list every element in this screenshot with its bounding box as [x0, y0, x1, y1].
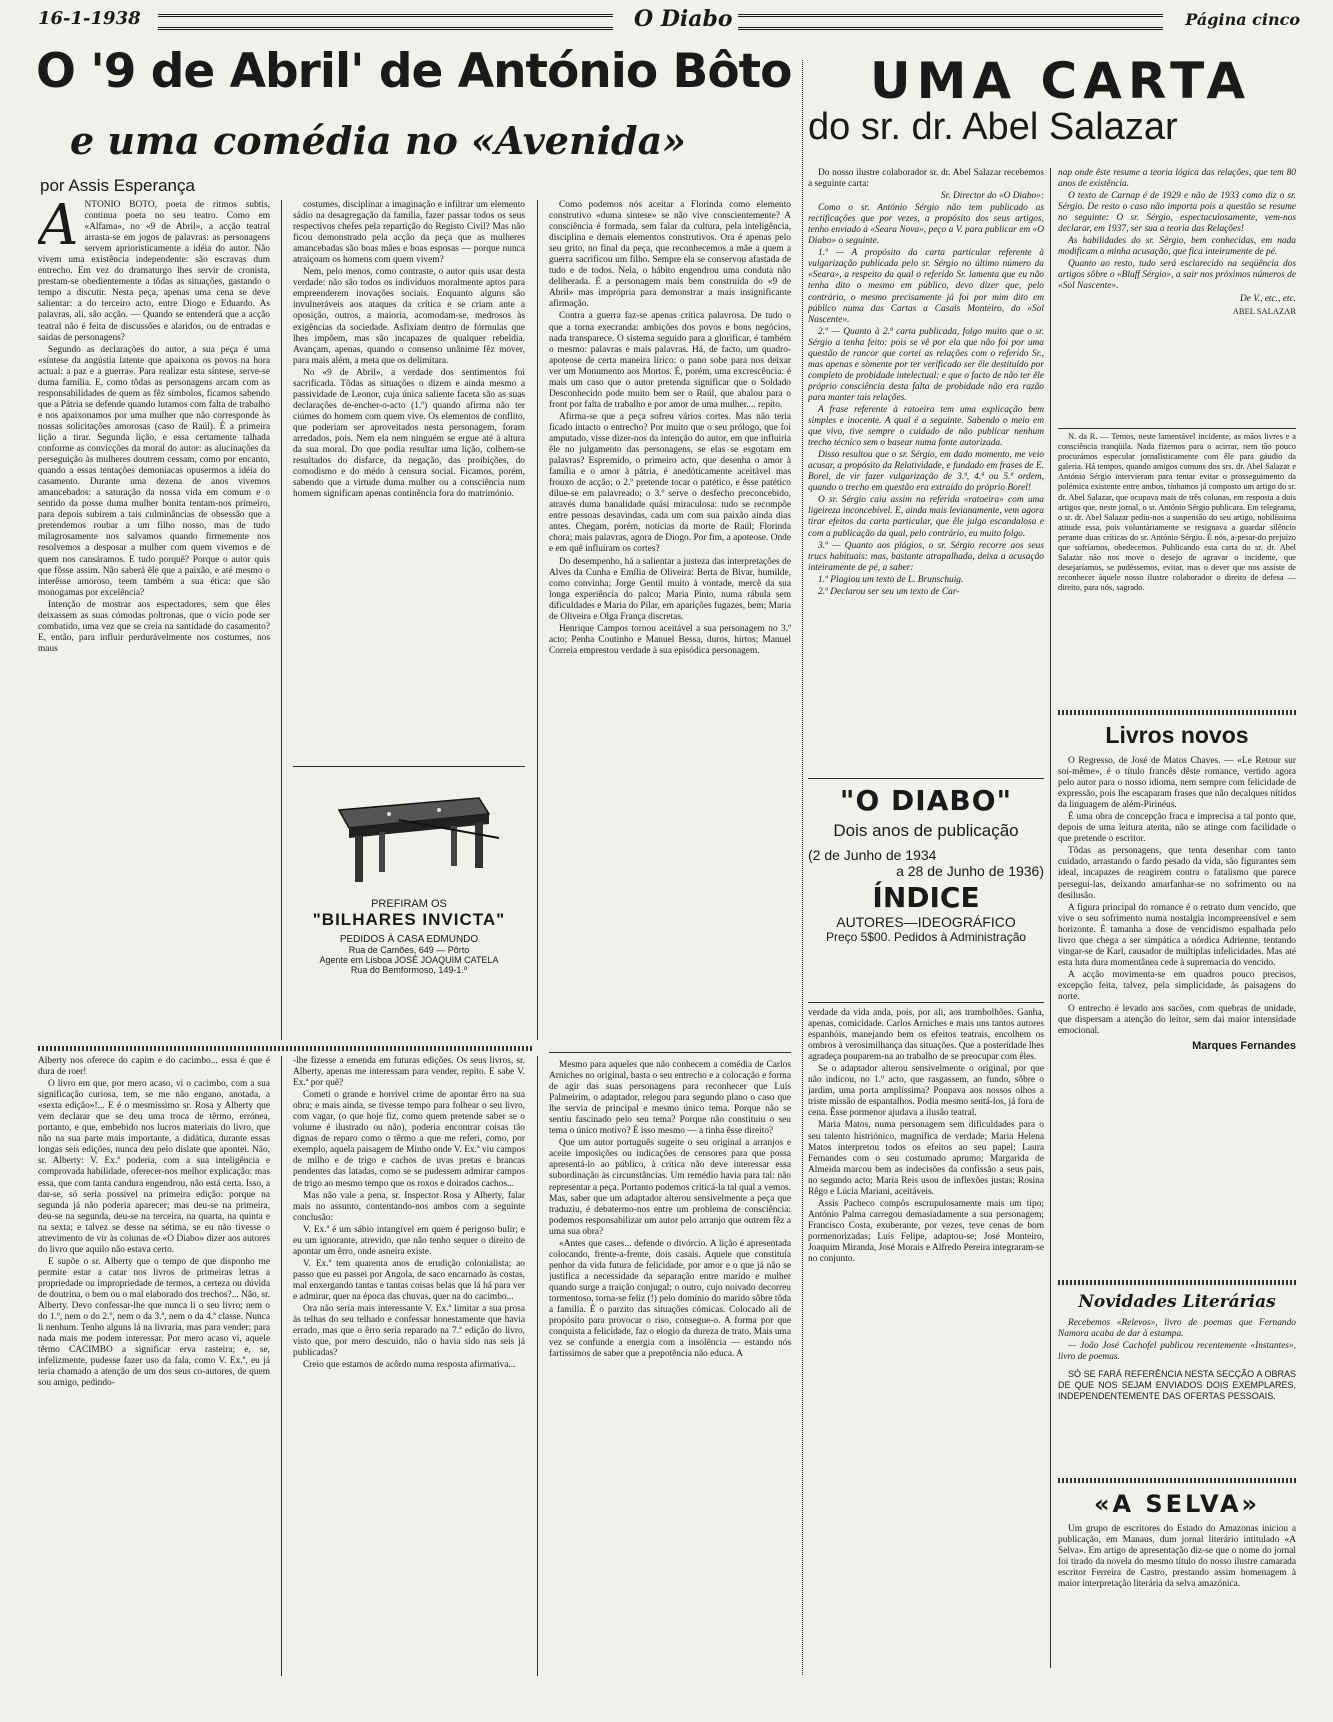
- article-column-2: [293, 200, 525, 755]
- diabo-line-6: Preço 5$00. Pedidos à Administração: [825, 930, 1027, 944]
- advert-brand: "BILHARES INVICTA": [312, 910, 506, 929]
- column-divider: [281, 1056, 282, 1676]
- salutation: Sr. Director do «O Diabo»:: [940, 191, 1044, 202]
- paragraph: A frase referente à ratoeira tem uma explicação bem simples e inocente. A qual é a seguinte. Sabendo o meio em que vivo, tive sempre o cuidado de não publicar nenhum trecho técnico sem o basear numa fonte autorizada.: [808, 404, 1044, 449]
- carta-column-1: [808, 168, 1044, 772]
- paragraph: É uma obra de concepção fraca e imprecisa a tal ponto que, depois de uma leitura atenta, não se atinge com facilidade o que pretende o escritor.: [1058, 812, 1296, 845]
- paragraph: — João José Cachofel publicou recentemente «Instantes», livro de poemas.: [1058, 1341, 1296, 1363]
- paragraph: Creio que estamos de acôrdo numa resposta afirmativa...: [303, 1360, 516, 1371]
- paragraph: Nem, pelo menos, como contraste, o autor quis usar desta verdade: não são todos os indivíduos moralmente aptos para empreenderem inovações sociais. Enquanto alguns são invulneráveis aos ataques da crítica e se criam ante a oposição, outros, a maioria, acomodam-se, medrosos às exigências da sociedade. Asfixiam dentro de fórmulas que lhes impõem, mas são incapazes de qualquer rebeldia. Avançam, apenas, quando o consenso unânime fêz mover, para mais além, a meta que os delimitara.: [293, 267, 525, 366]
- paragraph: Assis Pacheco compôs escrupulosamente mais um tipo; António Palma carregou demasiadamente a sua personagem; Francisco Costa, exuberante, por vezes, teve cenas de bom pormenorizadas; Luís Felipe, adaptou-se; José Monteiro, Joaquim Miranda, José Morais e Alfredo Pereira integraram-se no conjunto.: [808, 1198, 1044, 1265]
- box-rule: [808, 778, 1044, 779]
- livros-signature: Marques Fernandes: [1192, 1040, 1296, 1053]
- paragraph: O texto de Carnap é de 1929 e não de 1933 como diz o sr. Sérgio. De resto o caso não importa pois a questão se resume no seguinte: O sr. Sérgio, espectaculosamente, vem-nos declarar, em 1937, ser sua a teoria das Relações!: [1058, 191, 1296, 235]
- paragraph: O Regresso, de José de Matos Chaves. — «Le Retour sur soi-même», é o título francês dêste romance, vertido agora pelo autor para o nosso idioma, nem sempre com felicidade de expressão, pois lhe escaparam frases que não decalques nítidos da linguagem de além-Pirinéus.: [1058, 756, 1296, 811]
- article-subtitle: e uma comédia no «Avenida»: [70, 118, 686, 163]
- paragraph: 2.º — Quanto à 2.ª carta publicada, folgo muito que o sr. Sérgio a tenha feito: pois se vê por ela que não foi por uma questão de rancor que cortei as relações com o referido Sr., mas apenas e sòmente por ter verificado ser êle destituído por completo de probidade intelectual: e que o facto de não ter êle próprio consciência desta falta de probidade não era razão para manter tais relações.: [808, 326, 1044, 403]
- paragraph: «Antes que cases... defende o divórcio. A lição é apresentada colocando, frente-a-frente, dois casais. Aquele que constituía penhor da vida futura de felicidade, por amor e o que já não se justifica a necessidade da separação entre marido e mulher quando surge a traição conjugal; o outro, cujo noivado decorreu tormentoso, torna-se feliz (!) pelo domínio do marido sôbre tôda a família. É o parzito das situações cómicas. Colocado ali de propósito para provocar o riso, consegue-o. A forma por que conquista a felicidade, faz o elogio da dureza de trato. Mais uma vez se confunde a energia com a insolência — estando nós fartíssimos de saber que a prepotência não educa. A: [549, 1238, 791, 1360]
- note-rule: [1058, 428, 1296, 429]
- lower-column-2: [293, 1056, 525, 1678]
- carta-column-2: [1058, 168, 1296, 426]
- paragraph: Alberty nos oferece do capim e do cacimbo... essa é que é dura de roer!: [38, 1056, 270, 1078]
- diabo-line-2: (2 de Junho de 1934: [808, 847, 937, 863]
- page-header: [38, 8, 1300, 42]
- lower-column-3: [549, 1060, 791, 1678]
- paragraph: Como podemos nós aceitar a Florinda como elemento construtivo «duma síntese» se não vive conscientemente? A consciência é formada, sem falar da cultura, pela inteligência, disciplina e demais elementos construtivos. Ora é apenas pelo seu grito, no final da peça, que reconhecemos a mãe a quem a guerra sacrificou um filho. Sempre ela se conservou afastada de tudo e de todos. Nela, o hábito engendrou uma conduta não deliberada. É a personagem mais bem construída do «9 de Abril» mas imprópria para demonstrar a mais insignificante afirmação.: [549, 200, 791, 310]
- paragraph: Como o sr. António Sérgio não tem publicado as rectificações que por vezes, a propósito dos seus artigos, tenho enviado à «Seara Nova», peço a V. para publicar em «O Diabo» o seguinte.: [808, 203, 1044, 247]
- paragraph: Afirma-se que a peça sofreu vários cortes. Mas não teria ficado intacto o entrecho? Por muito que o seu prólogo, que foi amputado, visse dizer-nos da intenção do autor, em que influiria êle no julgamento das personagens, se elas se esgotam em palavras? Espremido, o primeiro acto, que desenha o amor à família e o amor à pátria, é anedòticamente aceitável mas frouxo de acção; o 2.º pretende tocar o patético, e êsse patético dilue-se em palavreado; o 3.º serve o desfecho preconcebido, através duma banalidade quási miraculosa: tudo se recompõe entre pessoas desavindas, cada um com sua paixão ainda dias antes. Chegam, porém, notícias da morte de Raúl; Florinda chora; mais palavras, agora de Diogo. Por fim, a apoteose. Onde e em quê influíram os cortes?: [549, 411, 791, 555]
- novidades-title: Novidades Literárias: [1078, 1292, 1276, 1312]
- paragraph: Maria Matos, numa personagem sem dificuldades para o seu talento histriónico, magnífica de verdade; Maria Helena Matos interpretou todos os efeitos ao seu papel; Laura Fernandes com o seu costumado aprumo; Margarida de Almeida marcou bem as indecisões da confissão a seus pais, no segundo acto; Maria Reis usou de inflexões justas; Rosina Rêgo e Lúcia Mariani, aceitáveis.: [808, 1120, 1044, 1197]
- paragraph: E supõe o sr. Alberty que o tempo de que disponho me permite estar a catar nos livros de primeiras letras a propriedade ou impropriedade de termos, a certeza ou dúvida de doutrina, o bem ou o mal elaborado dos trechos?... Não, sr. Alberty. Devo confessar-lhe que nunca li o seu livro; nem o do 1.º, nem o do 2.º, nem o da 3.ª, nem o da 4.ª classe. Nunca li nenhum. Tenho alguns lá na livraria, mas para vender; para nada mais me podem interessar. Por mero acaso vi, aquele têrmo CACIMBO a significar erva rasteira; e, se, infelizmente, pudesse fazer uso da fala, como V. Ex.ª, eu já teria chamado a atenção de um dos seus co-autores, de quem sou amigo, pedindo-: [38, 1256, 270, 1389]
- closing: De V., etc., etc.: [1239, 293, 1296, 304]
- paragraph: Do desempenho, há a salientar a justeza das interpretações de Alves da Cunha e Emília de Oliveira: Berta de Bivar, humilde, como convinha; Jorge Gentil muito à vontade, mercê da sua longa experiência do palco; Maria Pinto, numa rábula sem dificuldades e Maria do Pilar, em aparições fugazes, bem; Maria de Oliveira e Olga França discretas.: [549, 556, 791, 622]
- diabo-line-3: a 28 de Junho de 1936): [896, 863, 1044, 879]
- notice: SÓ SE FARÁ REFERÊNCIA NESTA SECÇÃO A OBRAS DE QUE NOS SEJAM ENVIADOS DOIS EXEMPLARES, INDEPENDENTEMENTE DAS OFERTAS PESSOAIS.: [1058, 1369, 1296, 1402]
- section-separator: [38, 1046, 533, 1051]
- column-divider: [537, 200, 538, 1040]
- paragraph: Cometi o grande e horrível crime de apontar êrro na sua obra; e mais ainda, se tivesse tempo para folhear o seu livro, com vagar, (o que hoje fiz, como quem pretende saber se o volume é ilustrado ou não), poderia encontrar coisas tão dignas de reparo como o têrmo a que me referi, como, por exemplo, aquela paisagem de Minho onde V. Ex.ª viu campos de milho e de trigo e cachos de uvas pretas e brancas pendentes das latadas, como se se pudessem admirar campos de trigo ao mesmo tempo que os roxos e doirados cachos...: [293, 1090, 525, 1189]
- livros-body: [1058, 756, 1296, 1246]
- paragraph: A acção movimenta-se em quadros pouco precisos, excepção feita, talvez, pela simplicidade, às paisagens do norte.: [1058, 969, 1296, 1002]
- selva-body: [1058, 1524, 1296, 1674]
- paragraph: As habilidades do sr. Sérgio, bem conhecidas, em nada modificam a minha acusação, que fica inteiramente de pé.: [1058, 236, 1296, 258]
- advert-line-5: Agente em Lisboa JOSÉ JOAQUIM CATELA: [319, 955, 499, 965]
- paragraph: O sr. Sérgio caiu assim na referida «ratoeira» com uma ligeireza inconcebível. E, ainda mais levianamente, vem agora tirar efeitos da carta particular, que êle julga escandalosa e com a publicação da qual, pelo contrário, eu muito folgo.: [808, 495, 1044, 539]
- lower-column-1: [38, 1056, 270, 1678]
- header-rule-left: [158, 14, 613, 30]
- editor-note: [1058, 432, 1296, 702]
- carta-subtitle: do sr. dr. Abel Salazar: [808, 106, 1178, 148]
- lower-column-4: [808, 1008, 1044, 1678]
- column-divider: [537, 1056, 538, 1676]
- column-rule: [549, 1052, 791, 1053]
- box-rule: [808, 1002, 1044, 1003]
- paragraph: costumes, disciplinar a imaginação e infiltrar um elemento sádio na desagregação da família, fazer passar todos os seus respectivos chefes pela repartição do Registo Civil? Mas não ficou demonstrado pela acção da peça que as mulheres amancebadas são boas mães e boas esposas — porque nunca atraiçoam os homens com quem vivem?: [293, 200, 525, 266]
- diabo-index-advert: [808, 784, 1044, 982]
- carta-signature: ABEL SALAZAR: [1232, 305, 1296, 316]
- section-separator: [1058, 1280, 1296, 1285]
- advert-top-rule: [293, 766, 525, 767]
- byline: por Assis Esperança: [40, 176, 195, 195]
- paragraph: Tôdas as personagens, que tenta desenhar com tanto cuidado, arrastando o fardo pesado da vida, são figurantes sem ideal, incapazes de reagirem contra o fatalismo que parece persegui-las, deixando amarfanhar-se no sofrimento ou na desilusão.: [1058, 846, 1296, 901]
- paragraph: Um grupo de escritores do Estado do Amazonas iniciou a publicação, em Manaus, dum jornal literário intitulado «A Selva». Em artigo de apresentação diz-se que o nome do jornal foi tirado da novela do mesmo título do nosso ilustre camarada escritor Ferreira de Castro, prestando assim homenagem à maior interpretação literária da selva amazónica.: [1058, 1524, 1296, 1590]
- paragraph: Quanto ao resto, tudo será esclarecido na seqüência dos artigos sôbre o «Bluff Sérgio», a sair nos próximos números de «Sol Nascente».: [1058, 259, 1296, 292]
- advert-line-3: PEDIDOS À CASA EDMUNDO: [339, 934, 479, 945]
- paragraph: nap onde êste resume a teoria lógica das relações, que tem 80 anos de existência.: [1058, 168, 1296, 190]
- paragraph: Mesmo para aqueles que não conhecem a comédia de Carlos Arniches no original, basta o seu entrecho e a colocação e forma de agir das suas personagens para reconhecer que Luís Palmeirim, o adaptador, relegou para segundo plano o caso que lhe servia de principal e mesmo único tema. Porque não se sentiu fascinado pelo seu tema? Porque não constituiu o seu tema o único motivo? É isso mesmo — a tinha êsse direito?: [549, 1060, 791, 1137]
- paragraph: Que um autor português sugeite o seu original a arranjos e aceite imposições ou indicações de censores para que possa apresentá-lo ao público, à crítica não deve interessar essa subordinação às circunstâncias. Um remédio havia para tal: não representar a peça. Portanto podemos criticá-la tal qual a vemos. Mas, saber que um adaptador alterou sensivelmente a peça que traduziu, é debatermo-nos entre um problema de consciência: podemos responsabilizar um autor pelo arranjo que outrem fêz a uma sua obra?: [549, 1138, 791, 1237]
- paragraph: Disso resultou que o sr. Sérgio, em dado momento, me veio acusar, a propósito da Relatividade, e fundado em frases de E. Borel, de vir fazer vulgarização de 3.ª, 4.ª ou 5.ª ordem, quando o trecho em questão era extraído do próprio Borel!: [808, 450, 1044, 494]
- header-rule-right: [738, 14, 1163, 30]
- paragraph: V. Ex.ª é um sábio intangível em quem é perigoso bulir; e eu um ignorante, atrevido, que não tenho sequer o direito de apontar um êrro, onde asneira existe.: [293, 1224, 525, 1257]
- diabo-title: "O DIABO": [839, 784, 1013, 817]
- column-divider: [1050, 168, 1051, 1668]
- paragraph: Recebemos «Relevos», livro de poemas que Fernando Namora acaba de dar à estampa.: [1058, 1318, 1296, 1340]
- paragraph: O livro em que, por mero acaso, vi o cacimbo, com a sua significação curiosa, tem, se me não engano, anotada, a «sexta edição»!... E é o mesmíssimo sr. Rosa y Alberty que vem declarar que se deu uma troca de têrmo, errónea, portanto, e que, embebido nos lucros materiais do livro, que não na sua parte mais importante, a didática, durante essas longas seis edições, nunca deu pelo dislate que apontei. Não, sr. Alberty: V. Ex.ª poderia, com a sua inteligência e comprovada habilidade, oferecer-nos melhor explicação: mas essa, que com tanta candura engendrou, não está certa. Isso, a dar-se, só seria possível na primeira edição: porque na segunda já não poderia aparecer; mas deu-se na primeira, deu-se na segunda, deu-se na terceira, na quarta, na quinta e na sexta; e talvez se desse na sétima, se eu não tivesse o atrevimento de vir às colunas de «O Diabo» dizer aos autores do livro que aquilo não estava certo.: [38, 1079, 270, 1255]
- article-column-3: [549, 200, 791, 1045]
- paragraph: 1.º Plagiou um texto de L. Brunschuig.: [818, 574, 964, 585]
- diabo-index: ÍNDICE: [872, 881, 980, 914]
- article-column-1: [38, 200, 270, 1045]
- section-separator: [1058, 710, 1296, 715]
- billiards-advert: [293, 774, 525, 1036]
- section-divider: [802, 60, 803, 1675]
- advert-line-4: Rua de Camões, 649 — Pôrto: [348, 945, 470, 955]
- paragraph: O entrecho é levado aos sacões, com quebras de unidade, que dispersam a atenção do leitor, sem dai maior intensidade emocional.: [1058, 1004, 1296, 1037]
- paragraph: Segundo as declarações do autor, a sua peça é uma «síntese da angústia latente que apaixona os povos na hora actual: a paz e a guerra». Para realizar esta síntese, serve-se duma família. E, como tôdas as personagens arcam com as responsabilidades de quem as fêz símbolos, ficamos sabendo que a Pátria se defende quando lutamos com falta de trabalho e nos apaixonamos por uma mulher que não corresponde às nossas solicitações amorosas (caso de Raúl). É a primeira lição a tirar. Segunda lição, e essa certamente talhada conforme as convicções da moral do autor: as alucinações da perseguição às mulheres doutrem cessam, como por encanto, quando a essas tentações demoníacas opusermos a idéia do casamento. Durante uma dezena de anos vivemos amancebados: a saturação da nossa vida em comum e o sentido da posse duma mulher bonita tentam-nos primeiro, para depois subirem a tais culminâncias de obsessão que a pretendemos roubar a um filho nosso, mas de tudo milagrosamente nos salvamos quando firmemente nos resolvemos a desposar a mulher com quem vivemos e de quem nos cansáramos. E tudo porquê? Porque o autor quis que fôsse assim. Não saberá êle que a paixão, e até mesmo o interêsse amoroso, teem também a sua ética: que são monogamas por excelência?: [38, 344, 270, 598]
- paragraph: No «9 de Abril», a verdade dos sentimentos foi sacrificada. Tôdas as situações o dizem e ainda mesmo a passividade de Leonor, cuja única saliente faceta são as suas declarações de-encher-o-acto (1.º) quando afirma não ter ciúmes do homem com quem vive. Os elementos de conflito, que poderiam ser aproveitados nesta personagem, foram arredados, pois. Nem ela nem ninguém se ergue até à altura da sua moral. Do que podia resultar uma lição, colhem-se resultados do disfarce, da negação, das proibições, do comodismo e do médo à censura social. Ficamos, porém, sabendo que a virtude duma mulher ou a consciência num homem significam apenas continência fora do matrimónio.: [293, 367, 525, 500]
- page-number: Página cinco: [1185, 10, 1300, 29]
- advert-line-6: Rua do Bemformoso, 149-1.º: [350, 965, 468, 975]
- issue-date: 16-1-1938: [38, 8, 141, 29]
- paragraph: 3.º — Quanto aos plágios, o sr. Sérgio recorre aos seus trucs habituais: mas, bastante atrapalhada, deixa a acusação inteiramente de pé, a saber:: [808, 540, 1044, 573]
- paragraph: Ora não seria mais interessante V. Ex.ª limitar a sua prosa às telhas do seu telhado e confessar honestamente que havia errado, mas que o êrro seria reparado na 7.ª edição do livro, visto que, por mero descuido, não o havia sido nas seis já publicadas?: [293, 1304, 525, 1359]
- section-separator: [1058, 1478, 1296, 1483]
- paragraph: Contra a guerra faz-se apenas crítica palavrosa. De tudo o que a torna execranda: ambições dos povos e bons negócios, nada transparece. O sistema seguido para a glorificar, é também o mesmo: palavras e mais palavras. Há, de facto, um quadro-apoteose de certa maneira lírico: o pano sobe para nos deixar ver um Monumento aos Mortos. É, porém, uma excrescência: é mais um caso que o autor pretenda significar que o Soldado Desconhecido pode muito bem ser o Raúl, que abalou para o front por falta de trabalho e por amor de uma mulher.... repito.: [549, 311, 791, 410]
- paragraph: Do nosso ilustre colaborador sr. dr. Abel Salazar recebemos a seguinte carta:: [808, 168, 1044, 190]
- paragraph: verdade da vida anda, pois, por ali, aos trambolhões. Ganha, apenas, comicidade. Carlos Arniches e mais uns tantos autores espanhóis, manejando bem os efeitos teatrais, encolhem os ombros à verosimilhança das situações. Que a posteridade lhes agradeça pouparem-na ao trabalho de se preocupar com êles.: [808, 1008, 1044, 1063]
- paragraph: V. Ex.ª tem quarenta anos de erudição colonialista; ao passo que eu passei por Angola, de saco encarnado às costas, mal enxergando tantas e tantas coisas belas que lá há para ver e admirar, quer na época das chuvas, quer na do cacimbo...: [293, 1258, 525, 1302]
- livros-title: Livros novos: [1105, 722, 1249, 748]
- novidades-body: [1058, 1318, 1296, 1478]
- paragraph: NTÓNIO BÔTO, poeta de ritmos subtis, continua poeta no seu teatro. Como em «Alfama», no «9 de Abril», a acção teatral arrasta-se em jogos de palavras: as personagens servem aprioristicamente a idéia do autor. Não vivem uma existência independente: são escravas dum entrecho. Em vez do dramaturgo lhes servir de cronista, prestam-se obedientemente a tôdas as situações, gastando o tempo a discutir. Nesta peça, apenas uma cena se deve salientar: a do terceiro acto, entre Diogo e Eduardo. As palavras, ali, são acção. — Quando se entenderá que a acção teatral não é feita de discussões e alaridos, ou de entradas e saídas de personagens?: [38, 200, 270, 343]
- paragraph: Mas não vale a pena, sr. Inspector Rosa y Alberty, falar mais no assunto, contentando-nos ambos com a seguinte conclusão:: [293, 1190, 525, 1223]
- column-divider: [281, 200, 282, 1040]
- paragraph: 2.º Declarou ser seu um texto de Car-: [818, 586, 960, 597]
- masthead: O Diabo: [634, 6, 733, 32]
- article-title: O '9 de Abril' de António Bôto: [36, 44, 792, 99]
- paragraph: A figura principal do romance é o retrato dum vencido, que vive o seu sofrimento numa nostalgia incompreensível e sem horizonte. É tamanha a dose de vencidismo espalhada pelo livro que chega a ser simpática a nórdica Adrienne, tentando vingar-se de Karl, causador de múltiplas infelicidades. Mas até esta luta dura momentânea cede à supremacia do vencido.: [1058, 902, 1296, 968]
- billiard-table-icon: [319, 780, 499, 890]
- dropcap: A: [38, 200, 79, 258]
- paragraph: -lhe fizesse a emenda em futuras edições. Os seus livros, sr. Alberty, apenas me interessam para vender, repito. E sabe V. Ex.ª por quê?: [293, 1056, 525, 1089]
- paragraph: Intenção de mostrar aos espectadores, sem que êles deixassem as suas cómodas poltronas, que o vício pode ser combatido, uma vez que se creia na santidade do casamento? E, então, para influir perdurávelmente nos costumes, nos maus: [38, 599, 270, 654]
- paragraph: Se o adaptador alterou sensivelmente o original, por que não indicou, no 1.º acto, que rasgassem, ao fundo, sôbre o jardim, uma porta amplíssima? Poupava aos nossos olhos a triste missão de espantalhos. Podia mesmo sentá-los, já fora de cena. Êsse pormenor ajudava a ilusão teatral.: [808, 1064, 1044, 1119]
- carta-title: UMA CARTA: [870, 52, 1252, 110]
- advert-line-1: PREFIRAM OS: [371, 898, 447, 910]
- paragraph: Henrique Campos tornou aceitável a sua personagem no 3.º acto; Penha Coutinho e Manuel Bessa, duros, hirtos; Manuel Correia emprestou verdade à sua episódica personagem.: [549, 623, 791, 656]
- selva-title: «A SELVA»: [1093, 1490, 1261, 1518]
- diabo-line-1: Dois anos de publicação: [833, 821, 1019, 840]
- paragraph: N. da R. — Temos, neste lamentável incidente, as mãos livres e a consciência tranqüila. Nada fizemos para o acirrar, nem tão pouco procurámos especular jornalìsticamente com êle para gáudio da galeria. Há tempos, quando amigos comuns dos srs. dr. Abel Salazar e António Sérgio intervieram para tentar evitar o prosseguimento da polémica existente entre ambos, tínhamos já composto um artigo do sr. dr. Abel Salazar, que ocupava mais de três colunas, em resposta a dois artigos que, neste jornal, o sr. António Sérgio publicara. Em telegrama, o sr. dr. Abel Salazar pediu-nos a suspensão do seu artigo, nobilíssima atitude essa, pois voluntàriamente se resignava a guardar silêncio perante duas críticas do sr. António Sérgio. É nós, a-pesar-do prejuízo que sofríamos, obedecemos. Publicando esta carta do sr. dr. Abel Salazar não nos move o desejo de agravar o incidente, que desejaríamos, se pudéssemos, evitar, mas o dever que nos assiste de reconhecer àquele nosso ilustre colaborador o direito de defesa — direito, para nós, sagrado.: [1058, 432, 1296, 593]
- diabo-line-5: AUTORES—IDEOGRÁFICO: [836, 914, 1016, 930]
- paragraph: 1.º — A propósito da carta particular referente à vulgarização publicada pelo sr. Sérgio no último número da «Seara», a respeito da qual o referido Sr. lamenta que eu não tenha dito o mesmo em público, devo dizer que, pelo contrário, o mesmo precisamente já foi por mim dito em público numa das Cartas a Casais Monteiro, do «Sol Nascente».: [808, 248, 1044, 325]
